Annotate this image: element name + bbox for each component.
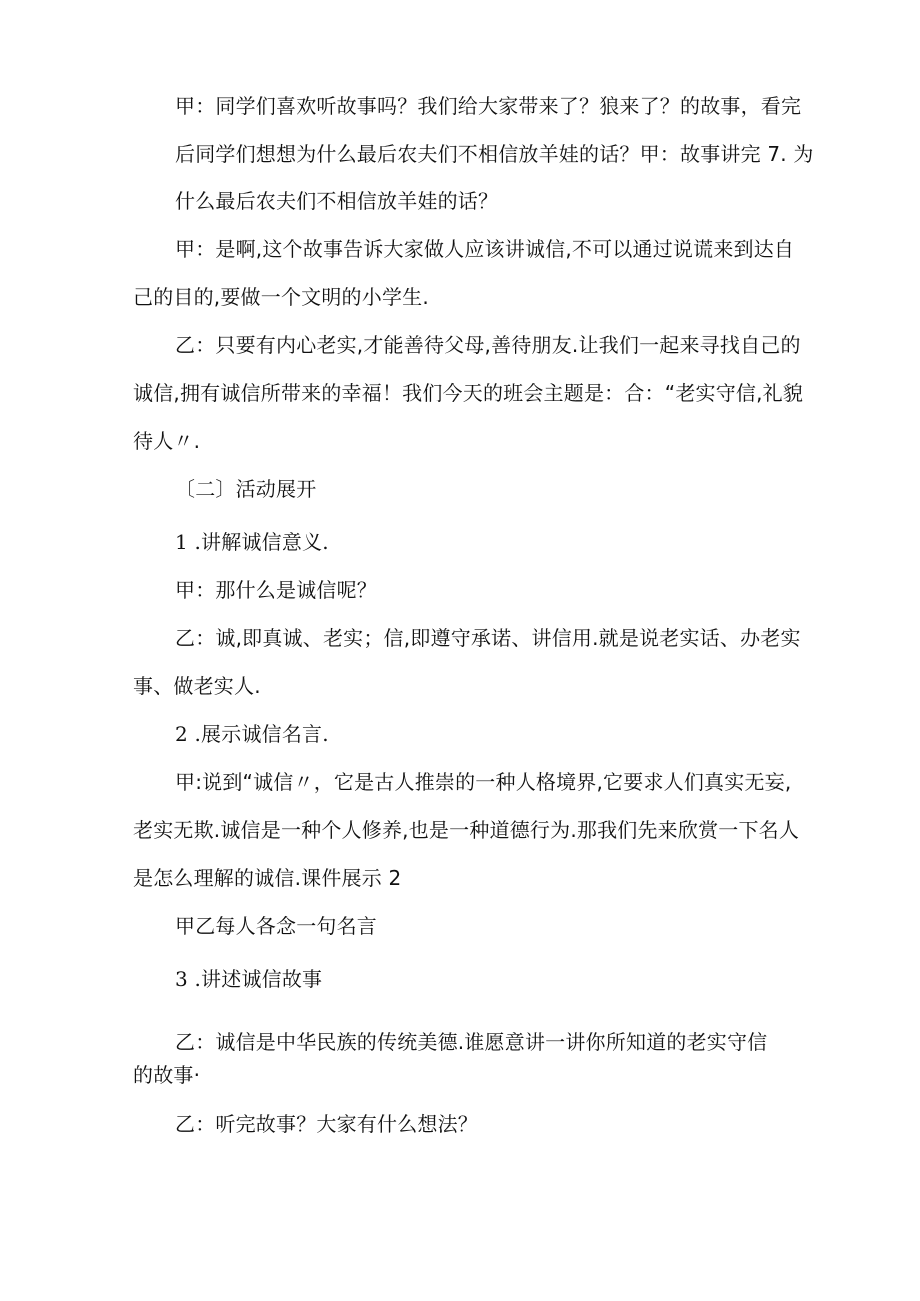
instruction-line: 甲乙每人各念一句名言: [175, 914, 377, 938]
quote-paragraph-line-3: 是怎么理解的诚信.课件展示 2: [133, 866, 402, 890]
paragraph-3-line-2: 诚信,拥有诚信所带来的幸福！我们今天的班会主题是：合：“老实守信,礼貌: [133, 381, 804, 405]
list-item-3-heading: 3 .讲述诚信故事: [175, 967, 323, 991]
paragraph-3-line-3: 待人〃.: [133, 429, 201, 453]
paragraph-1-line-2: 后同学们想想为什么最后农夫们不相信放羊娃的话？甲：故事讲完 7. 为: [175, 142, 814, 166]
paragraph-1-line-1: 甲：同学们喜欢听故事吗？我们给大家带来了？狼来了？的故事，看完: [175, 94, 802, 118]
list-item-2-heading: 2 .展示诚信名言.: [175, 722, 329, 746]
definition-line-1: 乙：诚,即真诚、老实；信,即遵守承诺、讲信用.就是说老实话、办老实: [175, 626, 801, 650]
paragraph-3-line-1: 乙：只要有内心老实,才能善待父母,善待朋友.让我们一起来寻找自己的: [175, 333, 801, 357]
section-heading: 〔二〕活动展开: [175, 477, 317, 501]
dialogue-line: 甲：那什么是诚信呢？: [175, 578, 377, 602]
paragraph-1-line-3: 什么最后农夫们不相信放羊娃的话？: [175, 189, 499, 213]
list-item-1-heading: 1 .讲解诚信意义.: [175, 530, 329, 554]
story-prompt-line-2: 的故事·: [133, 1063, 201, 1087]
paragraph-2-line-2: 己的目的,要做一个文明的小学生.: [133, 285, 429, 309]
quote-paragraph-line-1: 甲:说到“诚信〃，它是古人推崇的一种人格境界,它要求人们真实无妄,: [175, 770, 792, 794]
paragraph-2-line-1: 甲：是啊,这个故事告诉大家做人应该讲诚信,不可以通过说谎来到达自: [175, 237, 795, 261]
definition-line-2: 事、做老实人.: [133, 674, 261, 698]
story-prompt-line-1: 乙：诚信是中华民族的传统美德.谁愿意讲一讲你所知道的老实守信: [175, 1030, 768, 1054]
quote-paragraph-line-2: 老实无欺.诚信是一种个人修养,也是一种道德行为.那我们先来欣赏一下名人: [133, 818, 800, 842]
closing-question: 乙：听完故事？大家有什么想法？: [175, 1112, 478, 1136]
